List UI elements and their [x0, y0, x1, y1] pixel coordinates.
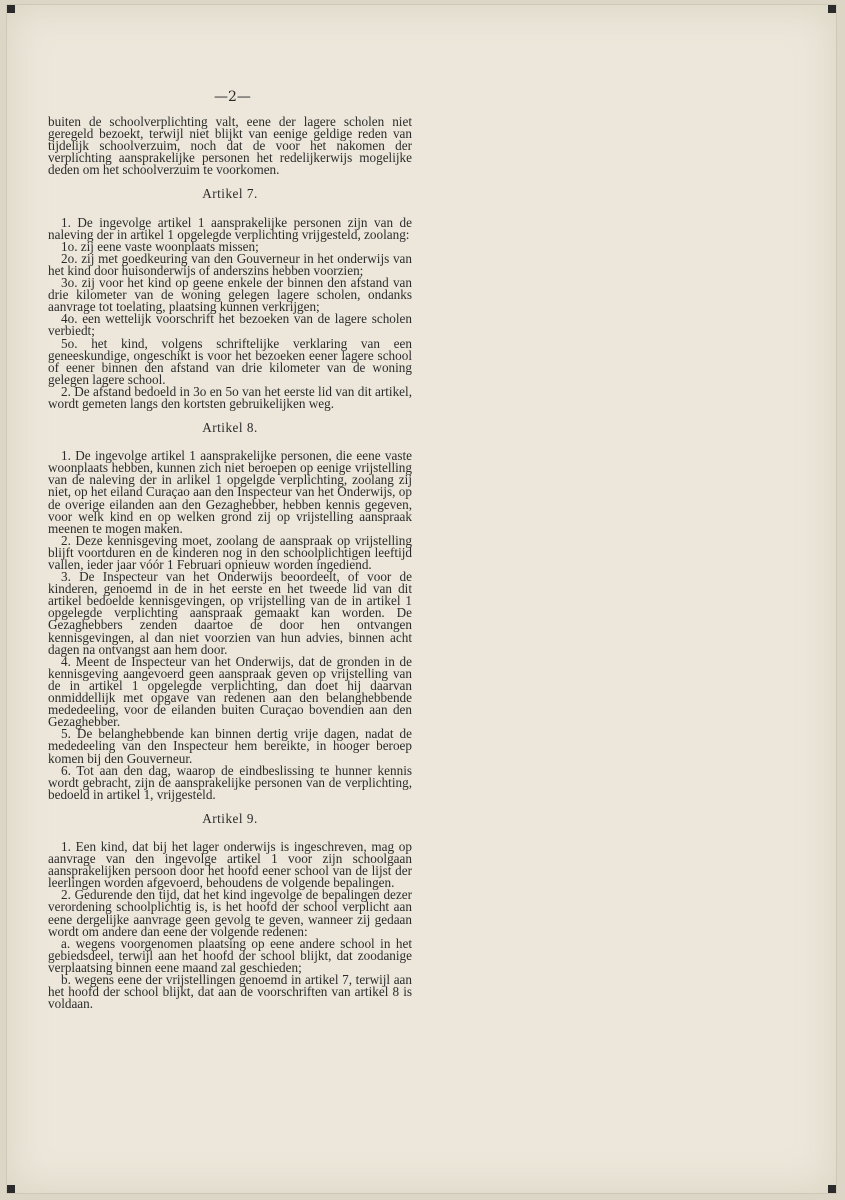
article-9-para-2: 2. Gedurende den tijd, dat het kind ingevolge de bepalingen dezer verordening schoolplichtig is, is het hoofd der school verplicht aan eene dergelijke aanvrage geen gevolg te geven, wanneer zij gedaan wordt om andere dan eene der volgende redenen: — [48, 887, 412, 939]
article-9-para-1: 1. Een kind, dat bij het lager onderwijs is ingeschreven, mag op aanvrage van den ingevolge artikel 1 voor zijn schoolgaan aansprakelijken persoon door het hoofd eener school van de lijst der leerlingen worden afgevoerd, behoudens de volgende bepalingen. — [48, 838, 412, 891]
article-7-item-1: 1o. zij eene vaste woonplaats missen; — [61, 238, 259, 254]
article-8-para-3: 3. De Inspecteur van het Onderwijs beoordeelt, of voor de kinderen, genoemd in de in het eerste en het tweede lid van dit artikel bedoelde kennisgevingen, op vrijstelling van de in artikel 1 opgelegde verplichting aanspraak gemaakt kan worden. De Gezaghebbers zenden daartoe de door hen ontvangen kennisgevingen, al dan niet voorzien van hun advies, binnen acht dagen na ontvangst aan hem door. — [48, 569, 412, 657]
article-7-item-5: 5o. het kind, volgens schriftelijke verklaring van een geneeskundige, ongeschikt is voor het bezoeken eener lagere school of eener binnen den afstand van drie kilometer van de woning gelegen lagere school. — [48, 335, 412, 387]
article-8-para-6: 6. Tot aan den dag, waarop de eindbeslissing te hunner kennis wordt gebracht, zijn de aansprakelijke personen van de verplichting, bedoeld in artikel 1, vrijgesteld. — [48, 762, 412, 802]
corner-mark — [828, 1185, 836, 1193]
corner-mark — [828, 5, 836, 13]
article-8-heading: Artikel 8. — [202, 420, 258, 436]
page-number: —2— — [214, 89, 251, 105]
document-body — [48, 116, 412, 1010]
corner-mark — [7, 5, 15, 13]
article-8-para-2: 2. Deze kennisgeving moet, zoolang de aanspraak op vrijstelling blijft voortduren en de kinderen nog in den schoolplichtigen leeftijd vallen, ieder jaar vóór 1 Februari opnieuw worden ingediend. — [48, 532, 412, 572]
article-7-item-3: 3o. zij voor het kind op geene enkele der binnen den afstand van drie kilometer van de woning gelegen lagere scholen, ondanks aanvrage tot toelating, plaatsing kunnen verkrijgen; — [48, 275, 412, 315]
article-7-para-2: 2. De afstand bedoeld in 3o en 5o van het eerste lid van dit artikel, wordt gemeten langs den kortsten gebruikelijken weg. — [48, 383, 412, 411]
article-8-para-4: 4. Meent de Inspecteur van het Onderwijs, dat de gronden in de kennisgeving aangevoerd geen aanspraak geven op vrijstelling van de in artikel 1 opgelegde verplichting, dan doet hij daarvan onmiddellijk met opgave van redenen aan den belanghebbende mededeeling, voor de eilanden buiten Curaçao bovendien aan den Gezaghebber. — [48, 653, 412, 730]
article-7-para-1: 1. De ingevolge artikel 1 aansprakelijke personen zijn van de naleving der in artikel 1 opgelegde verplichting vrijgesteld, zoolang: — [48, 214, 412, 242]
intro-paragraph: buiten de schoolverplichting valt, eene der lagere scholen niet geregeld bezoekt, terwijl niet blijkt van eenige geldige reden van tijdelijk schoolverzuim, noch dat de voor het nakomen der verplichting aansprakelijke personen het redelijkerwijs mogelijke deden om het schoolverzuim te voorkomen. — [48, 114, 412, 178]
article-9-item-a: a. wegens voorgenomen plaatsing op eene andere school in het gebiedsdeel, terwijl aan het hoofd der school blijkt, dat zoodanige verplaatsing binnen eene maand zal geschieden; — [48, 935, 412, 975]
corner-mark — [7, 1185, 15, 1193]
article-8-para-5: 5. De belanghebbende kan binnen dertig vrije dagen, nadat de mededeeling van den Inspecteur hem bereikte, in hooger beroep komen bij den Gouverneur. — [48, 726, 412, 766]
article-7-item-2: 2o. zij met goedkeuring van den Gouverneur in het onderwijs van het kind door huisonderwijs of anderszins hebben voorzien; — [48, 250, 412, 278]
article-7-item-4: 4o. een wettelijk voorschrift het bezoeken van de lagere scholen verbiedt; — [48, 311, 412, 339]
article-8-para-1: 1. De ingevolge artikel 1 aansprakelijke personen, die eene vaste woonplaats hebben, kunnen zich niet beroepen op eenige vrijstelling van de naleving der in arlikel 1 opgelgde verplichting, zoolang zij niet, op het eiland Curaçao aan den Inspecteur van het Onderwijs, op de overige eilanden aan den Gezaghebber, hebben kennis gegeven, voor welk kind en op welken grond zij op vrijstelling aanspraak meenen te mogen maken. — [48, 448, 412, 536]
article-9-heading: Artikel 9. — [202, 810, 258, 826]
article-9-item-b: b. wegens eene der vrijstellingen genoemd in artikel 7, terwijl aan het hoofd der school blijkt, dat aan de voorschriften van artikel 8 is voldaan. — [48, 972, 412, 1012]
article-7-heading: Artikel 7. — [202, 186, 258, 202]
